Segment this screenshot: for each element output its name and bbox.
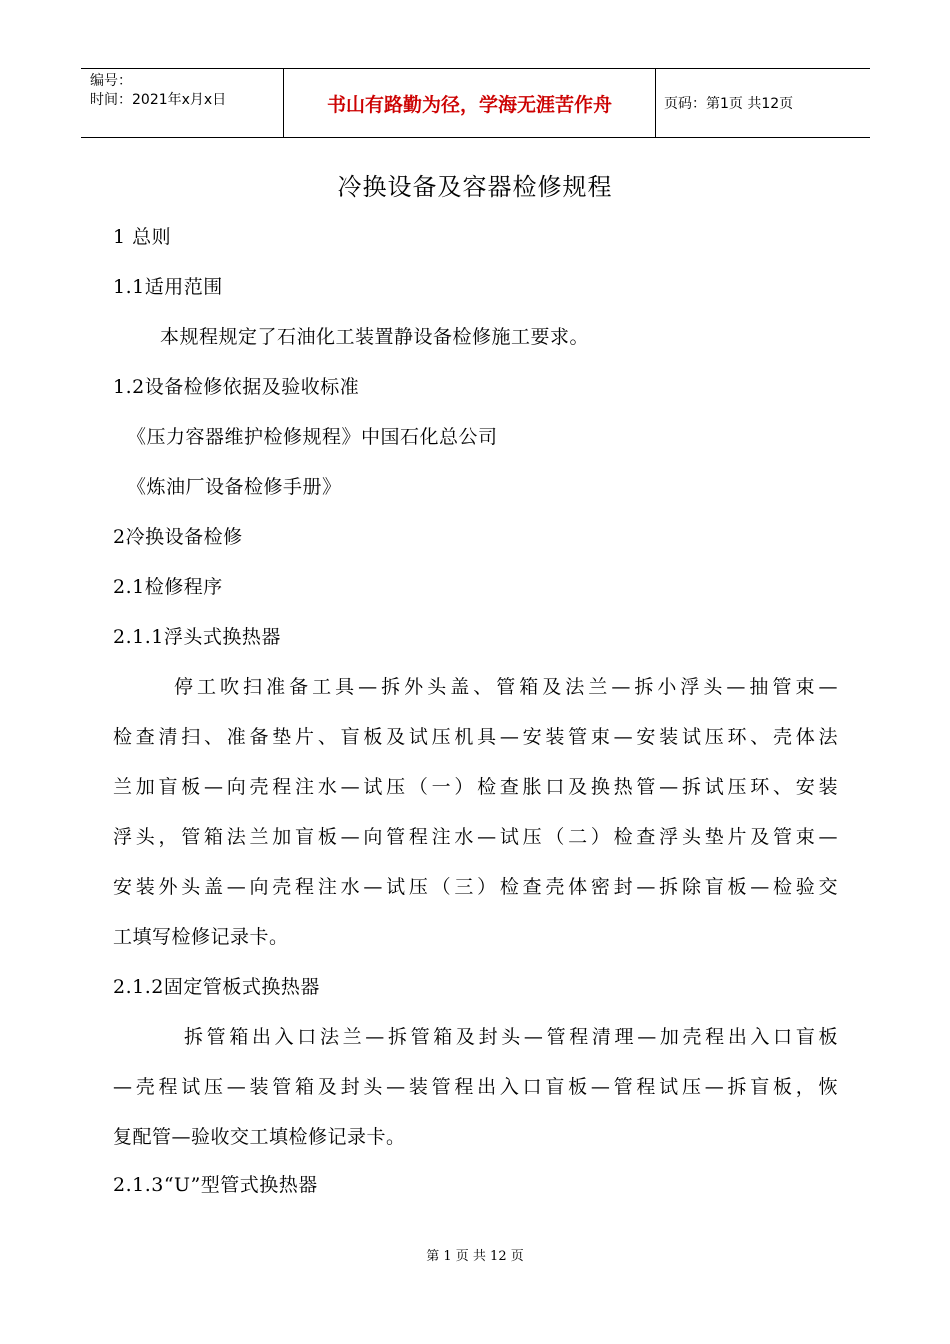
reference-line: 《压力容器维护检修规程》中国石化总公司: [127, 426, 498, 448]
section-heading: 2.1.3“U”型管式换热器: [113, 1174, 318, 1196]
paragraph-line: 工填写检修记录卡。: [113, 926, 289, 948]
doc-date-label: 时间：2021年x月x日: [90, 92, 227, 108]
paragraph-line: 本规程规定了石油化工装置静设备检修施工要求。: [160, 326, 590, 348]
section-heading: 1.2设备检修依据及验收标准: [113, 376, 360, 398]
section-heading: 2.1.2固定管板式换热器: [113, 976, 320, 998]
header-page-info: 页码：第1页 共12页: [664, 96, 794, 112]
section-heading: 2冷换设备检修: [113, 526, 243, 548]
section-heading: 1.1适用范围: [113, 276, 223, 298]
paragraph-line: 检查清扫、准备垫片、盲板及试压机具—安装管束—安装试压环、壳体法: [113, 726, 838, 748]
section-heading: 1 总则: [113, 226, 172, 248]
paragraph-line: 浮头，管箱法兰加盲板—向管程注水—试压（二）检查浮头垫片及管束—: [113, 826, 838, 848]
paragraph-line: 拆管箱出入口法兰—拆管箱及封头—管程清理—加壳程出入口盲板: [184, 1026, 838, 1048]
paragraph-line: —壳程试压—装管箱及封头—装管程出入口盲板—管程试压—拆盲板，恢: [113, 1076, 838, 1098]
header-table: [81, 68, 870, 138]
reference-line: 《炼油厂设备检修手册》: [127, 476, 342, 498]
page-footer: 第 1 页 共 12 页: [426, 1249, 524, 1264]
paragraph-line: 安装外头盖—向壳程注水—试压（三）检查壳体密封—拆除盲板—检验交: [113, 876, 838, 898]
section-heading: 2.1检修程序: [113, 576, 223, 598]
paragraph-line: 复配管—验收交工填检修记录卡。: [113, 1126, 406, 1148]
paragraph-line: 停工吹扫准备工具—拆外头盖、管箱及法兰—拆小浮头—抽管束—: [174, 676, 838, 698]
header-meta: [81, 69, 283, 137]
header-motto: 书山有路勤为径，学海无涯苦作舟: [283, 69, 656, 137]
section-heading: 2.1.1浮头式换热器: [113, 626, 281, 648]
doc-title: 冷换设备及容器检修规程: [337, 173, 613, 201]
paragraph-line: 兰加盲板—向壳程注水—试压（一）检查胀口及换热管—拆试压环、安装: [113, 776, 838, 798]
doc-number-label: 编号：: [90, 73, 132, 89]
